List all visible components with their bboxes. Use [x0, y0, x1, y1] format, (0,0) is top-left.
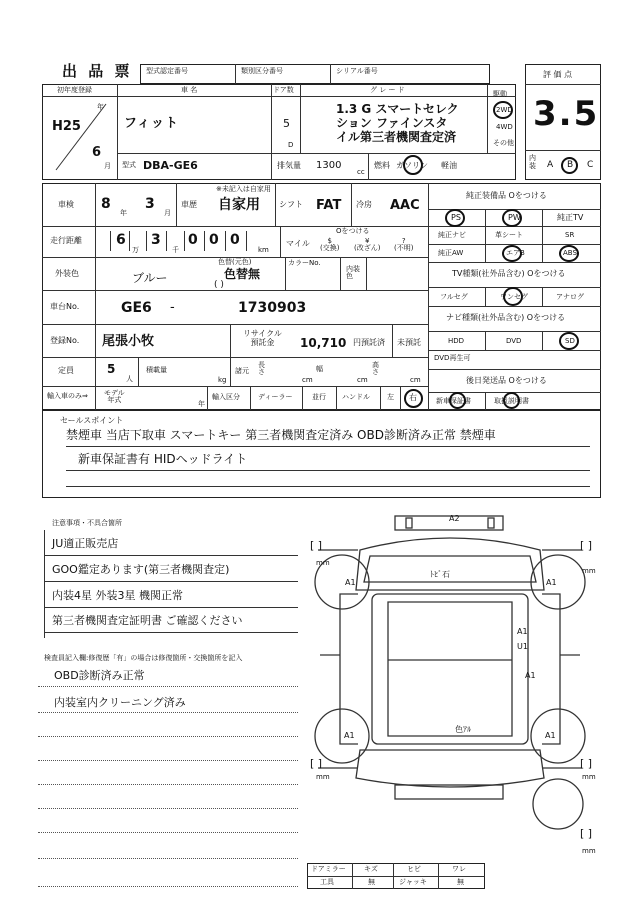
color-original: ( ) — [214, 280, 224, 290]
doors-unit: D — [288, 141, 294, 149]
import-dealer: ディーラー — [258, 393, 293, 401]
navi-dvd: DVD — [506, 337, 522, 345]
label-color-change: 色替(元色) — [218, 258, 252, 266]
label-model: 型式 — [122, 161, 136, 169]
mileage-option-exchange: $ (交換) — [320, 237, 340, 252]
dim-height-unit: cm — [410, 376, 421, 384]
chassis-prefix: GE6 — [121, 300, 152, 316]
label-dimensions: 諸元 — [235, 367, 249, 375]
inspector-label: 検査員記入欄:修復歴「有」の場合は修復箇所・交換箇所を記入 — [44, 654, 243, 662]
drive-2wd: 2WD — [496, 106, 513, 114]
load-unit: kg — [218, 376, 227, 384]
damage-windshield: ﾄﾋﾞ石 — [430, 570, 450, 579]
label-model-designation: 型式認定番号 — [146, 67, 188, 75]
mileage-digit-4: 0 — [209, 232, 219, 248]
model-year-unit: 年 — [198, 400, 205, 408]
navi-sd-circle — [559, 332, 579, 350]
car-diagram — [300, 510, 605, 855]
legend-tools: 工具 — [320, 878, 334, 886]
sales-points-line-2: 新車保証書有 HIDヘッドライト — [78, 452, 248, 466]
displacement-unit: cc — [357, 168, 365, 176]
label-score: 評 価 点 — [543, 70, 573, 79]
notes-label: 注意事項・不具合箇所 — [52, 519, 122, 527]
navi-dvd-play: DVD再生可 — [434, 354, 471, 362]
tv-oneseg: ワンセグ — [500, 293, 528, 301]
label-registration: 登録No. — [50, 336, 80, 345]
bracket-front-right: [ ] — [580, 539, 593, 552]
recycle-unpaid: 未預託 — [397, 338, 421, 347]
interior-grade-c: C — [587, 160, 594, 170]
label-ac: 冷房 — [356, 200, 372, 209]
equip-ps: PS — [451, 213, 461, 222]
label-drive: 駆動 — [493, 90, 507, 98]
label-import: 輸入車のみ⇒ — [47, 392, 88, 400]
legend-crack: ヒビ — [407, 865, 421, 873]
recycle-value: 10,710 — [300, 336, 347, 350]
damage-front-bumper: A2 — [449, 514, 460, 523]
tv-analog: アナログ — [556, 293, 584, 301]
grade-line-3: イル第三者機関査定済 — [336, 130, 457, 144]
mm-rear-left: mm — [316, 773, 330, 781]
equip-tv: 純正TV — [557, 213, 584, 222]
equip-airbag-circle — [502, 245, 522, 262]
handle-right-circle — [404, 389, 423, 408]
label-history: 車歴 — [181, 200, 197, 209]
first-reg-year: H25 — [52, 119, 81, 134]
dim-length: 長 さ — [258, 361, 265, 376]
legend-tools-value: 無 — [368, 878, 375, 886]
grade-line-2: ション ファインスタ — [336, 116, 448, 130]
damage-front-left-fender: A1 — [345, 578, 356, 587]
score-value: 3.5 — [533, 94, 600, 134]
damage-rear-right: A1 — [545, 731, 556, 740]
shift-value: FAT — [316, 198, 342, 213]
later-manual-circle — [503, 392, 520, 409]
chassis-number: 1730903 — [238, 300, 307, 316]
label-import-class: 輸入区分 — [212, 393, 240, 401]
color-change-value: 色替無 — [224, 267, 261, 281]
chassis-dash: - — [170, 300, 175, 315]
interior-grade-a: A — [547, 160, 554, 170]
label-chassis: 車台No. — [50, 302, 80, 311]
later-manual: 取扱説明書 — [494, 397, 529, 405]
mm-front-left: mm — [316, 559, 330, 567]
page-title: 出 品 票 — [62, 62, 133, 80]
label-handle: ハンドル — [342, 393, 370, 401]
interior-grade-b: B — [567, 160, 574, 170]
mileage-unit-km: km — [258, 246, 269, 254]
notes-line-1: JU適正販売店 — [52, 537, 119, 550]
mileage-option-tamper: ¥ (改ざん) — [354, 237, 381, 252]
later-title: 後日発送品 Oをつける — [466, 376, 547, 385]
color-value: ブルー — [132, 271, 168, 285]
tv-title: TV種類(社外品含む) Oをつける — [452, 269, 566, 278]
notes-line-2: GOO鑑定あります(第三者機関査定) — [52, 563, 230, 576]
fuel-gas: ガソリン — [396, 161, 428, 170]
label-model-year: モデル 年式 — [104, 389, 125, 404]
notes-line-3: 内装4星 外装3星 機関正常 — [52, 589, 183, 602]
dim-length-unit: cm — [302, 376, 313, 384]
legend-jack-value: 無 — [457, 878, 464, 886]
equip-pw-circle — [502, 209, 522, 227]
fuel-diesel: 軽油 — [441, 161, 457, 170]
damage-right-door: A1 — [517, 627, 528, 636]
equip-ps-circle — [445, 209, 465, 227]
doors-value: 5 — [283, 117, 290, 130]
equip-pw: PW — [508, 213, 521, 222]
registration-value: 尾張小牧 — [102, 334, 155, 349]
dim-width-unit: cm — [357, 376, 368, 384]
mileage-digit-3: 0 — [188, 232, 198, 248]
label-serial: シリアル番号 — [336, 67, 378, 75]
label-first-reg: 初年度登録 — [57, 86, 92, 94]
damage-right-rear-door: A1 — [525, 671, 536, 680]
capacity-unit: 人 — [126, 375, 133, 383]
legend-door-mirror: ドアミラー — [311, 865, 346, 873]
mm-rear-right: mm — [582, 773, 596, 781]
label-class-number: 類別区分番号 — [241, 67, 283, 75]
equip-navi: 純正ナビ — [438, 231, 466, 239]
bracket-front-left: [ ] — [310, 539, 323, 552]
label-color: 外装色 — [55, 269, 79, 278]
ac-value: AAC — [390, 198, 420, 213]
equip-sr: SR — [565, 231, 575, 239]
legend-jack: ジャッキ — [399, 878, 427, 886]
label-capacity: 定員 — [58, 366, 74, 375]
inspection-month-unit: 月 — [164, 209, 171, 217]
equip-airbag: エアB — [506, 249, 525, 257]
displacement-value: 1300 — [316, 160, 342, 171]
equip-leather: 革シート — [495, 231, 523, 239]
month-unit: 月 — [104, 162, 111, 170]
legend-break: ワレ — [452, 865, 466, 873]
car-name: フィット — [124, 116, 179, 131]
capacity-value: 5 — [107, 362, 116, 376]
mileage-option-unknown: ? (不明) — [394, 237, 414, 252]
label-load: 積載量 — [146, 366, 167, 374]
handle-left: 左 — [387, 393, 394, 401]
label-doors: ドア数 — [273, 86, 294, 94]
label-mileage-type: マイル — [286, 239, 310, 248]
label-car-name: 車 名 — [181, 86, 198, 94]
label-interior-grade: 内装 — [529, 154, 536, 170]
mm-front-right: mm — [582, 567, 596, 575]
damage-roof-color: 色ｱﾙ — [455, 725, 471, 734]
fuel-gas-circle — [403, 155, 423, 175]
label-inspection: 車検 — [58, 200, 74, 209]
damage-rear-left: A1 — [344, 731, 355, 740]
label-color-no: カラーNo. — [288, 259, 321, 267]
label-recycle: リサイクル 預託金 — [243, 329, 282, 347]
grade-line-1: 1.3 G スマートセレク — [336, 102, 459, 116]
mm-spare: mm — [582, 847, 596, 855]
damage-front-right-fender: A1 — [546, 578, 557, 587]
mileage-unit-sen: 千 — [172, 246, 179, 254]
navi-title: ナビ種類(社外品含む) Oをつける — [446, 313, 566, 322]
equip-abs-circle — [559, 245, 579, 262]
inspection-year-unit: 年 — [120, 209, 127, 217]
drive-2wd-circle — [493, 101, 513, 119]
equip-abs: ABS — [563, 249, 577, 257]
import-parallel: 並行 — [312, 393, 326, 401]
notes-line-4: 第三者機関査定証明書 ご確認ください — [52, 614, 243, 627]
inspection-year: 8 — [101, 196, 111, 212]
mileage-digit-5: 0 — [230, 232, 240, 248]
mileage-digit-1: 6 — [116, 232, 126, 248]
navi-hdd: HDD — [448, 337, 465, 345]
bracket-spare: [ ] — [580, 827, 593, 840]
equipment-title: 純正装備品 Oをつける — [466, 191, 547, 200]
label-shift: シフト — [279, 200, 303, 209]
tv-oneseg-circle — [503, 287, 523, 306]
damage-right-door-2: U1 — [517, 642, 528, 651]
label-mileage: 走行距離 — [50, 236, 82, 245]
later-warranty-circle — [449, 392, 466, 409]
history-note: ※未記入は自家用 — [216, 185, 271, 193]
interior-grade-b-circle — [561, 157, 578, 174]
dim-width: 幅 — [316, 365, 323, 373]
first-reg-month: 6 — [92, 145, 102, 160]
label-fuel: 燃料 — [374, 161, 390, 170]
label-displacement: 排気量 — [277, 161, 301, 170]
inspector-line-1: OBD診断済み正常 — [54, 669, 145, 682]
header-codes — [140, 64, 490, 84]
label-grade: グ レ ー ド — [370, 86, 405, 94]
year-unit: 年 — [97, 103, 104, 111]
bracket-rear-right: [ ] — [580, 757, 593, 770]
equip-aw: 純正AW — [438, 249, 464, 257]
inspection-month: 3 — [145, 196, 155, 212]
mileage-digit-2: 3 — [151, 232, 161, 248]
inspector-line-2: 内装室内クリーニング済み — [54, 696, 186, 709]
navi-sd: SD — [565, 337, 575, 345]
history-value: 自家用 — [218, 197, 260, 213]
dim-height: 高 さ — [372, 361, 379, 376]
recycle-paid: 円預託済 — [353, 338, 385, 347]
mileage-unit-man: 万 — [132, 246, 139, 254]
tv-fullseg: フルセグ — [440, 293, 468, 301]
bracket-rear-left: [ ] — [310, 757, 323, 770]
drive-4wd: 4WD — [496, 123, 513, 131]
drive-other: その他 — [493, 139, 514, 147]
sales-points-line-1: 禁煙車 当店下取車 スマートキー 第三者機関査定済み OBD診断済み正常 禁煙車 — [66, 428, 496, 442]
label-interior-color: 内装 色 — [346, 265, 360, 280]
mileage-circle-note: Oをつける — [336, 227, 370, 235]
model-value: DBA-GE6 — [143, 159, 198, 172]
handle-right: 右 — [409, 393, 417, 402]
later-warranty: 新車保証書 — [436, 397, 471, 405]
legend-scratch: キズ — [364, 865, 378, 873]
sales-points-label: セールスポイント — [60, 416, 124, 425]
